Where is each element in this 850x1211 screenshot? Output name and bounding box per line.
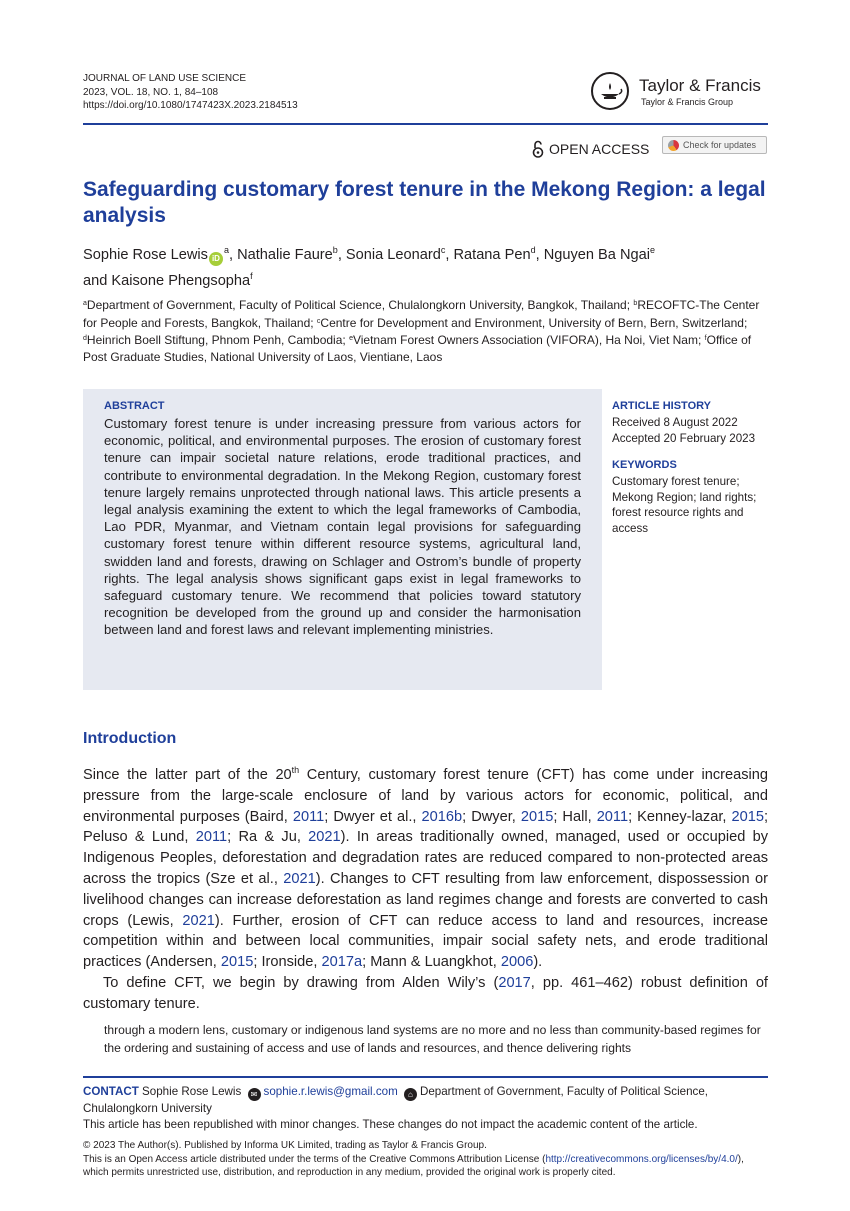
author-name[interactable]: Sonia Leonard [345,247,441,263]
paragraph [83,973,768,1015]
orcid-icon[interactable]: iD [209,252,223,266]
received-date: Received 8 August 2022 [612,416,738,429]
text-run: To define CFT, we begin by drawing from Alden Wily’s ( [103,974,499,991]
citation-link[interactable]: 2015 [220,954,254,971]
citation-link[interactable]: 2006 [500,954,534,971]
text-run: ). In areas traditionally owned, managed, used or occupied by Indigenous Peoples, deforestation and degradation rates are reduced compared to non-protected areas across the tropics (Sze et al., [83,829,769,887]
lamp-icon [591,72,629,110]
text-run: ; Ra & Ju, [227,829,309,846]
contact-block [83,1084,768,1117]
text-run: ). Changes to CFT resulting from law enforcement, dispossession or livelihood changes can increase deforestation as land regimes change and forests are converted to cash crops (Lewis, [83,870,768,929]
article-history [612,415,772,446]
affiliations: $^a$Department of Government, Faculty of Political Science, Chulalongkorn University, Bangkok, Thailand; $^b$RECOFTC-The Center for People and Forests, Bangkok, Thailand; $^c$Centre for Development and Environment, University of Bern, Bern, Switzerland; $^d$Heinrich Boell Stiftung, Phnom Penh, Cambodia; $^e$Vietnam Forest Owners Association (VIFORA), Ha Noi, Viet Nam; $^f$Office of Post Graduate Studies, National University of Laos, Vientiane, Laos [83,298,760,364]
author-name[interactable]: Nathalie Faure [237,247,333,263]
article-title: Safeguarding customary forest tenure in the Mekong Region: a legal analysis [83,178,766,227]
open-access-badge [532,138,649,160]
block-quote: through a modern lens, customary or indigenous land systems are no more and no less than community-based regimes for the ordering and sustaining of access and use of lands and resources, and thence delivering rights [104,1023,761,1055]
citation-link[interactable]: 2017 [498,974,531,991]
article-history-heading: ARTICLE HISTORY [612,400,712,412]
copyright-line: © 2023 The Author(s). Published by Informa UK Limited, trading as Taylor & Francis Group. [83,1140,487,1151]
accepted-date: Accepted 20 February 2023 [612,431,756,445]
text-run: ; Dwyer et al., [324,808,422,825]
publisher-logo[interactable] [591,72,771,116]
citation-link[interactable]: 2021 [283,870,316,887]
text-run: ; Ironside, [253,954,322,971]
header-divider [83,123,768,125]
citation-link[interactable]: 2016b [421,808,463,825]
publisher-name: Taylor & Francis [639,76,761,95]
text-run: , pp. 461–462) robust definition of customary tenure. [83,974,768,1012]
author-name[interactable]: Ratana Pen [453,247,531,263]
citation-link[interactable]: 2011 [195,829,228,846]
citation-link[interactable]: 2011 [292,808,325,825]
citation-link[interactable]: 2021 [308,829,341,846]
abstract-heading: ABSTRACT [104,400,165,412]
paragraph [83,760,768,973]
publisher-group: Taylor & Francis Group [641,97,734,107]
superscript: th [291,765,300,775]
open-access-label: OPEN ACCESS [549,141,650,157]
keywords-list: Customary forest tenure; Mekong Region; land rights; forest resource rights and access [612,475,757,535]
citation-link[interactable]: 2015 [520,808,554,825]
author-name[interactable]: Sophie Rose Lewis [83,247,208,263]
text-run: ; Dwyer, [462,808,521,825]
license-line: This is an Open Access article distributed under the terms of the Creative Commons Attribution License (http://creativecommons.org/licenses/by/4.0/), which permits unrestricted use, distribution, and reproduction in any medium, provided the original work is properly cited. [83,1153,744,1178]
contact-address: Department of Government, Faculty of Political Science, Chulalongkorn University [83,1085,709,1115]
open-lock-icon [532,140,544,158]
license-link[interactable]: http://creativecommons.org/licenses/by/4.0/ [545,1153,738,1165]
text-run: ; Kenney-lazar, [628,808,732,825]
copyright-block [83,1139,768,1180]
author-list: Sophie Rose Lewis $iD^a$, Nathalie Faure$^b$, Sonia Leonard$^c$, Ratana Pen$^d$, Nguyen Ba Ngai$^e$ and Kaisone Phengsopha$^f$ [83,245,655,289]
keywords-heading: KEYWORDS [612,459,677,471]
text-run: ; Mann & Luangkhot, [362,954,501,971]
introduction-body [83,760,768,1015]
doi-link[interactable]: https://doi.org/10.1080/1747423X.2023.2184513 [83,100,298,111]
crossmark-icon [668,140,679,151]
section-heading: Introduction [83,730,177,747]
citation-link[interactable]: 2015 [731,808,764,825]
text-run: Since the latter part of the 20 [83,767,292,783]
journal-info [83,72,298,113]
author-name[interactable]: Kaisone Phengsopha [111,273,251,289]
footer-divider [83,1076,768,1078]
check-updates-label: Check for updates [683,140,757,150]
text-run: ). Further, erosion of CFT can reduce access to land and resources, increase competition within and between local communities, impair social safety nets, and erode traditional practices (Andersen, [83,912,768,971]
check-for-updates-button[interactable] [662,136,767,154]
republished-note: This article has been republished with minor changes. These changes do not impact the academic content of the article. [83,1118,698,1131]
author-name[interactable]: Nguyen Ba Ngai [543,247,650,263]
address-icon: ⌂ [404,1088,417,1101]
abstract-text: Customary forest tenure is under increasing pressure from various actors for economic, political, and environmental purposes. The erosion of customary forest tenure can impair societal nature relations, erode traditional practices, and contribute to environmental degradation. In the Mekong Region, customary forest tenure largely remains unprotected through national laws. This article presents a legal analysis examining the extent to which the legal frameworks of Cambodia, Lao PDR, Myanmar, and Vietnam contain legal provisions for safeguarding customary forest tenure within different resource systems, agricultural land, swidden land and forests, drawing on Schlager and Ostrom’s bundle of property rights. The legal analysis shows significant gaps exist in legal frameworks to safeguard customary tenure. We recommend that policies toward statutory recognition be developed from the ground up and consider the harmonisation between land and forest laws and relevant implementing ministries. [104,416,581,638]
citation-link[interactable]: 2021 [182,912,215,929]
contact-name: Sophie Rose Lewis [142,1085,242,1098]
email-icon: ✉ [248,1088,261,1101]
citation-link[interactable]: 2011 [596,808,629,825]
text-run: Century, customary forest tenure (CFT) has come under increasing pressure from the large-scale enclosure of land by various actors for economic, political, and environmental purposes (Baird, [83,767,768,825]
journal-name: JOURNAL OF LAND USE SCIENCE [83,73,246,84]
text-run: ). [533,954,543,971]
contact-label: CONTACT [83,1085,139,1098]
text-run: ; Hall, [553,808,597,825]
volume-line: 2023, VOL. 18, NO. 1, 84–108 [83,86,219,98]
citation-link[interactable]: 2017a [321,954,363,971]
email-link[interactable]: sophie.r.lewis@gmail.com [263,1085,398,1098]
text-run: ; Peluso & Lund, [83,808,769,846]
